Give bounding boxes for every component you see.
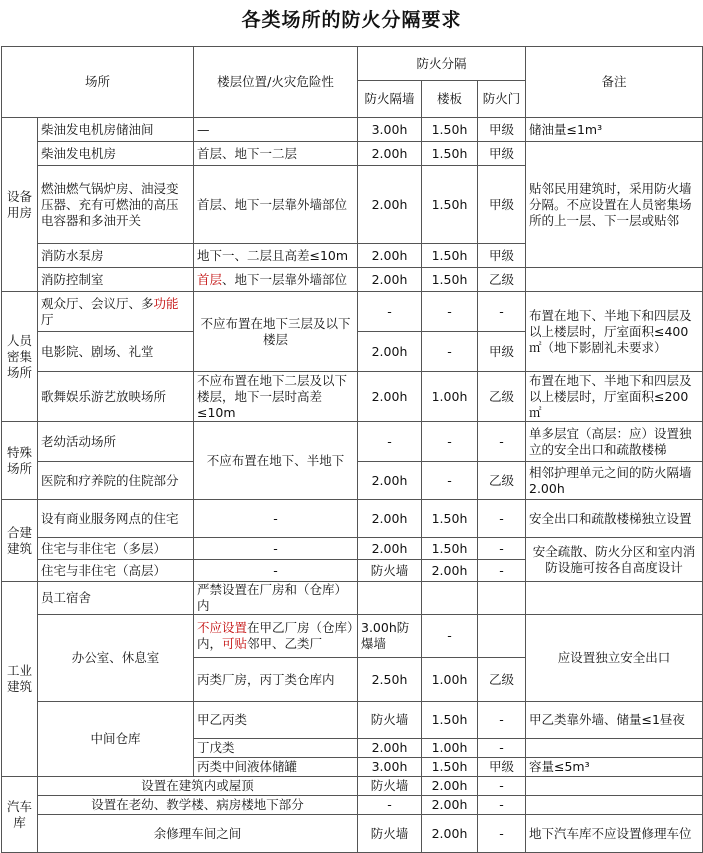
cell-slab: 1.50h: [422, 268, 478, 292]
cell-note: 安全出口和疏散楼梯独立设置: [526, 500, 703, 538]
cell-note: 安全疏散、防火分区和室内消防设施可按各自高度设计: [526, 538, 703, 582]
cell-door: -: [478, 739, 526, 758]
cell-door: 甲级: [478, 244, 526, 268]
group-crowded: 人员密集场所: [2, 292, 38, 422]
cell-slab: 1.00h: [422, 372, 478, 422]
cell-door: 甲级: [478, 758, 526, 777]
cell-note: [526, 796, 703, 815]
header-place: 场所: [2, 47, 194, 118]
table-row: [2, 538, 703, 560]
cell-place: 燃油燃气锅炉房、油浸变压器、充有可燃油的高压电容器和多油开关: [38, 166, 194, 244]
cell-slab: 2.00h: [422, 796, 478, 815]
cell-floor: -: [194, 560, 358, 582]
cell-place: 办公室、休息室: [38, 615, 194, 702]
cell-note: 容量≤5m³: [526, 758, 703, 777]
group-equipment: 设备用房: [2, 118, 38, 292]
cell-door: 乙级: [478, 658, 526, 702]
title-text: 各类场所的防火分隔要求: [241, 9, 462, 31]
cell-wall: 2.00h: [358, 372, 422, 422]
cell-place: 设置在老幼、教学楼、病房楼地下部分: [38, 796, 358, 815]
group-special: 特殊场所: [2, 422, 38, 500]
cell-place: 柴油发电机房储油间: [38, 118, 194, 142]
cell-note: 单多层宜（高层：应）设置独立的安全出口和疏散楼梯: [526, 422, 703, 462]
cell-place: 住宅与非住宅（多层）: [38, 538, 194, 560]
cell-floor: [194, 268, 358, 292]
cell-wall: 防火墙: [358, 560, 422, 582]
floor-text: 邻甲、乙类厂: [247, 636, 323, 651]
floor-highlight: 首层: [197, 271, 223, 287]
cell-floor: 丁戊类: [194, 739, 358, 758]
cell-floor: 首层、地下一二层: [194, 142, 358, 166]
cell-door: 乙级: [478, 268, 526, 292]
cell-wall: 2.50h: [358, 658, 422, 702]
table-row: [2, 268, 703, 292]
cell-floor: -: [194, 500, 358, 538]
header-slab: 楼板: [422, 81, 478, 118]
cell-wall: 防火墙: [358, 702, 422, 739]
cell-slab: 1.50h: [422, 538, 478, 560]
table-row: [2, 815, 703, 853]
cell-place: 老幼活动场所: [38, 422, 194, 462]
cell-slab: 1.00h: [422, 658, 478, 702]
cell-floor: -: [194, 538, 358, 560]
cell-place: [38, 292, 194, 332]
cell-slab: 1.50h: [422, 118, 478, 142]
cell-note: 布置在地下、半地下和四层及以上楼层时，厅室面积≤200㎡: [526, 372, 703, 422]
cell-slab: -: [422, 332, 478, 372]
cell-slab: 2.00h: [422, 815, 478, 853]
cell-note: 应设置独立安全出口: [526, 615, 703, 702]
group-garage: 汽车库: [2, 777, 38, 853]
cell-wall: 2.00h: [358, 244, 422, 268]
cell-wall: 2.00h: [358, 142, 422, 166]
table-row: [2, 372, 703, 422]
cell-wall: 2.00h: [358, 739, 422, 758]
fire-separation-table: [1, 46, 703, 853]
cell-note: 储油量≤1m³: [526, 118, 703, 142]
cell-door: 甲级: [478, 332, 526, 372]
cell-wall: 2.00h: [358, 332, 422, 372]
cell-floor: 首层、地下一层靠外墙部位: [194, 166, 358, 244]
cell-wall: -: [358, 796, 422, 815]
cell-floor: 严禁设置在厂房和（仓库）内: [194, 582, 358, 615]
cell-floor: 丙类厂房，丙丁类仓库内: [194, 658, 358, 702]
cell-slab: 1.50h: [422, 702, 478, 739]
cell-slab: 1.50h: [422, 500, 478, 538]
cell-place: 电影院、剧场、礼堂: [38, 332, 194, 372]
cell-place: 员工宿舍: [38, 582, 194, 615]
cell-place: 医院和疗养院的住院部分: [38, 462, 194, 500]
place-highlight: 功能: [153, 295, 179, 311]
cell-door: -: [478, 422, 526, 462]
cell-place: 柴油发电机房: [38, 142, 194, 166]
cell-note: 贴邻民用建筑时，采用防火墙分隔。不应设置在人员密集场所的上一层、下一层或贴邻: [526, 142, 703, 268]
cell-door: 甲级: [478, 118, 526, 142]
cell-place: 余修理车间之间: [38, 815, 358, 853]
cell-floor: —: [194, 118, 358, 142]
header-door: 防火门: [478, 81, 526, 118]
cell-slab: -: [422, 292, 478, 332]
cell-slab: -: [422, 422, 478, 462]
cell-wall: [358, 582, 422, 615]
floor-text: 、地下一层靠外墙部位: [222, 271, 348, 287]
cell-note: [526, 777, 703, 796]
cell-door: -: [478, 796, 526, 815]
cell-slab: 1.50h: [422, 166, 478, 244]
cell-place: 消防控制室: [38, 268, 194, 292]
cell-note: [526, 582, 703, 615]
cell-slab: 2.00h: [422, 560, 478, 582]
cell-wall: 防火墙: [358, 815, 422, 853]
cell-wall: 2.00h: [358, 462, 422, 500]
cell-door: -: [478, 777, 526, 796]
table-row: [2, 615, 703, 658]
cell-note: 相邻护理单元之间的防火隔墙2.00h: [526, 462, 703, 500]
group-industrial: 工业建筑: [2, 582, 38, 777]
cell-place: 住宅与非住宅（高层）: [38, 560, 194, 582]
table-row: [2, 702, 703, 739]
table-row: [2, 118, 703, 142]
cell-wall: -: [358, 422, 422, 462]
header-floor: 楼层位置/火灾危险性: [194, 47, 358, 118]
cell-wall: -: [358, 292, 422, 332]
cell-note: 甲乙类靠外墙、储量≤1昼夜: [526, 702, 703, 739]
group-combined: 合建建筑: [2, 500, 38, 582]
cell-note: 地下汽车库不应设置修理车位: [526, 815, 703, 853]
table-row: [2, 422, 703, 462]
cell-floor: 地下一、二层且高差≤10m: [194, 244, 358, 268]
cell-place: 设置在建筑内或屋顶: [38, 777, 358, 796]
header-separation: 防火分隔: [358, 47, 526, 81]
cell-floor: 丙类中间液体储罐: [194, 758, 358, 777]
header-wall: 防火隔墙: [358, 81, 422, 118]
cell-note: 布置在地下、半地下和四层及以上楼层时，厅室面积≤400㎡（地下影剧礼未要求）: [526, 292, 703, 372]
cell-door: -: [478, 538, 526, 560]
cell-door: [478, 615, 526, 658]
floor-text: 在甲乙厂房（仓库）内，: [197, 620, 354, 651]
cell-floor: 甲乙丙类: [194, 702, 358, 739]
floor-highlight: 不应设置: [197, 620, 248, 635]
cell-wall: 3.00h防爆墙: [358, 615, 422, 658]
place-text: 厅: [41, 311, 54, 327]
cell-slab: 1.00h: [422, 739, 478, 758]
table-row: [2, 142, 703, 166]
header-note: 备注: [526, 47, 703, 118]
cell-slab: 1.50h: [422, 758, 478, 777]
table-row: [2, 500, 703, 538]
floor-highlight: 可贴: [222, 636, 248, 651]
cell-slab: -: [422, 615, 478, 658]
cell-door: -: [478, 815, 526, 853]
table-row: [2, 292, 703, 332]
table-row: [2, 796, 703, 815]
cell-slab: 1.50h: [422, 244, 478, 268]
table-row: [2, 777, 703, 796]
cell-door: -: [478, 702, 526, 739]
place-text: 观众厅、会议厅、多: [41, 295, 154, 311]
cell-place: 设有商业服务网点的住宅: [38, 500, 194, 538]
cell-floor: 不应布置在地下、半地下: [194, 422, 358, 500]
cell-slab: -: [422, 462, 478, 500]
cell-wall: 2.00h: [358, 268, 422, 292]
cell-door: -: [478, 292, 526, 332]
cell-place: 歌舞娱乐游艺放映场所: [38, 372, 194, 422]
cell-note: [526, 268, 703, 292]
cell-place: 消防水泵房: [38, 244, 194, 268]
cell-slab: [422, 582, 478, 615]
cell-door: -: [478, 560, 526, 582]
cell-door: 乙级: [478, 462, 526, 500]
cell-place: 中间仓库: [38, 702, 194, 777]
cell-slab: 2.00h: [422, 777, 478, 796]
cell-door: 甲级: [478, 142, 526, 166]
cell-door: -: [478, 500, 526, 538]
table-row: [2, 582, 703, 615]
header-row: [2, 47, 703, 81]
cell-wall: 3.00h: [358, 758, 422, 777]
cell-door: [478, 582, 526, 615]
cell-note: [526, 739, 703, 758]
cell-floor: [194, 615, 358, 658]
cell-wall: 2.00h: [358, 166, 422, 244]
page-title: [0, 0, 703, 46]
cell-wall: 2.00h: [358, 500, 422, 538]
cell-wall: 3.00h: [358, 118, 422, 142]
cell-wall: 防火墙: [358, 777, 422, 796]
cell-slab: 1.50h: [422, 142, 478, 166]
cell-door: 甲级: [478, 166, 526, 244]
cell-floor: 不应布置在地下二层及以下楼层，地下一层时高差≤10m: [194, 372, 358, 422]
cell-floor: 不应布置在地下三层及以下楼层: [194, 292, 358, 372]
cell-door: 乙级: [478, 372, 526, 422]
cell-wall: 2.00h: [358, 538, 422, 560]
